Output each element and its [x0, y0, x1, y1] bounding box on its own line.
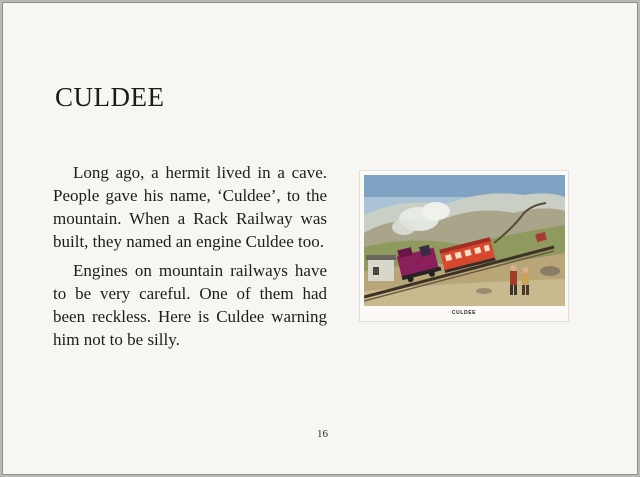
story-paragraph-2: Engines on mountain railways have to be very careful. One of them had been reckless. Here is Culdee warning him not to be silly. [53, 261, 327, 349]
story-text [53, 161, 327, 357]
illustration-frame [359, 170, 569, 322]
page-title: CULDEE [55, 82, 165, 112]
book-page [2, 2, 638, 475]
story-paragraph-1: Long ago, a hermit lived in a cave. People gave his name, ‘Culdee’, to the mountain. When a Rack Railway was built, they named an engine Culdee too. [53, 163, 327, 251]
illustration-caption: CULDEE [451, 310, 477, 316]
culdee-illustration [364, 175, 565, 306]
page-number: 16 [317, 428, 328, 440]
